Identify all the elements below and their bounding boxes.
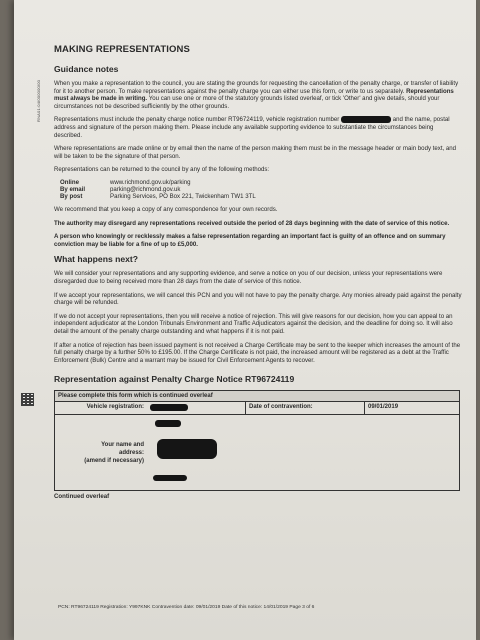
vehicle-registration-label: Vehicle registration: [86,404,144,411]
guidance-paragraph-3: Where representations are made online or by email then the name of the person making them must be in the message header or main body text, and will be taken to be the signature of that person. [54,145,457,160]
name-label-line-1: Your name and [101,442,144,449]
vehicle-registration-field[interactable] [147,402,245,414]
next-paragraph-3: If we do not accept your representations, then you will receive a notice of rejection. This will give reasons for our decision, how you can appeal to an independent adjudicator at the London Tribunals Environment and Traffic Adjudicators against the decision, and the deadline for doing so. It will also detail the amount of the penalty charge outstanding and what happens if it is not paid. [54,312,453,335]
continued-overleaf: Continued overleaf [54,493,110,501]
guidance-paragraph-5: We recommend that you keep a copy of any correspondence for your own records. [54,206,278,214]
side-reference-code: RNA01:04/000000/00 [36,79,41,122]
next-paragraph-1: We will consider your representations and any supporting evidence, and serve a notice on you of our decision, unless your representations were disregarded due to being received more than 28 days from the date of service of this notice. [54,270,443,286]
qr-code-icon [21,393,34,406]
next-steps-title: What happens next? [54,254,139,265]
redacted-registration [341,116,391,123]
page-footer: PCN: RT96724119 Registration: Y997KNK Contravention date: 09/01/2019 Date of this notice: 14/01/2019 Page 3 of 6 [58,605,315,610]
redacted-vehicle-registration [150,404,188,411]
guidance-paragraph-1 [54,80,462,110]
page-heading: MAKING REPRESENTATIONS [54,44,190,55]
method-value: Parking Services, PO Box 221, Twickenham TW1 3TL [110,193,256,201]
guidance-paragraph-2 [54,116,462,139]
representation-form [54,390,460,491]
form-title: Representation against Penalty Charge Notice RT96724119 [54,374,295,385]
guidance-p1-tail: You can use one or more of the statutory grounds listed overleaf, or tick 'Other' and give details, should your circumstances not be described sufficiently by the other grounds. [54,95,440,110]
redacted-name [155,420,181,427]
next-p4-text: If after a notice of rejection has been issued payment is not received a Charge Certificate may be sent to the keeper which increases the amount of the full penalty charge by a further 50% to £195.00. If the Charge Certificate is not paid, the increased amount will be registered as a debt at the Traffic Enforcement (Bulk) Centre and a warrant may be issued for Civil Enforcement Agents to recover. [54,341,461,364]
contravention-date-value: 09/01/2019 [364,402,459,414]
name-address-field[interactable] [147,415,459,490]
method-value[interactable]: parking@richmond.gov.uk [110,186,181,194]
name-label-line-2: address: [118,450,144,457]
method-label: By email [60,186,86,194]
contact-methods-table [60,179,264,200]
letter-page [14,0,476,640]
false-representation-warning: A person who knowingly or recklessly makes a false representation regarding an important fact is guilty of an offence and on summary conviction may be liable for a fine of up to £5,000. [54,233,446,248]
guidance-p2a-text: Representations must include the penalty charge notice number RT96724119, vehicle registration number [54,116,340,124]
name-address-label [55,415,147,490]
guidance-p1-bold: Representations must always be made in writing. [54,87,454,103]
disregard-warning: The authority may disregard any representations received outside the period of 28 days beginning with the date of service of this notice. [54,219,450,227]
name-label-line-3: (amend if necessary) [84,458,144,465]
method-value[interactable]: www.richmond.gov.uk/parking [110,179,191,187]
method-row [60,186,264,193]
form-header: Please complete this form which is continued overleaf [55,391,459,402]
next-paragraph-2: If we accept your representations, we will cancel this PCN and you will not have to pay the penalty charge. Any monies already paid against the penalty charge will be refunded. [54,291,462,307]
guidance-paragraph-4: Representations can be returned to the council by any of the following methods: [54,166,270,174]
form-row-vehicle [55,402,459,415]
method-label: Online [60,179,79,187]
redacted-address [157,439,217,459]
contravention-date-label: Date of contravention: [245,402,364,414]
guidance-title: Guidance notes [54,64,119,74]
redacted-postcode [153,475,187,481]
guidance-p2b-text: and the name, postal address and signature of the person making them. Please include any available supporting evidence to substantiate the circumstances being described. [54,116,450,139]
form-row-address [55,415,459,490]
method-row [60,193,264,200]
guidance-p1-text: When you make a representation to the council, you are stating the grounds for requesting the cancellation of the penalty charge, or transfer of liability for it to another person. To make representations against the penalty charge you can either use this form, or write to us separately. [54,80,459,95]
method-row [60,179,264,186]
next-paragraph-4 [54,342,462,365]
method-label: By post [60,193,83,201]
page-content [54,44,462,500]
